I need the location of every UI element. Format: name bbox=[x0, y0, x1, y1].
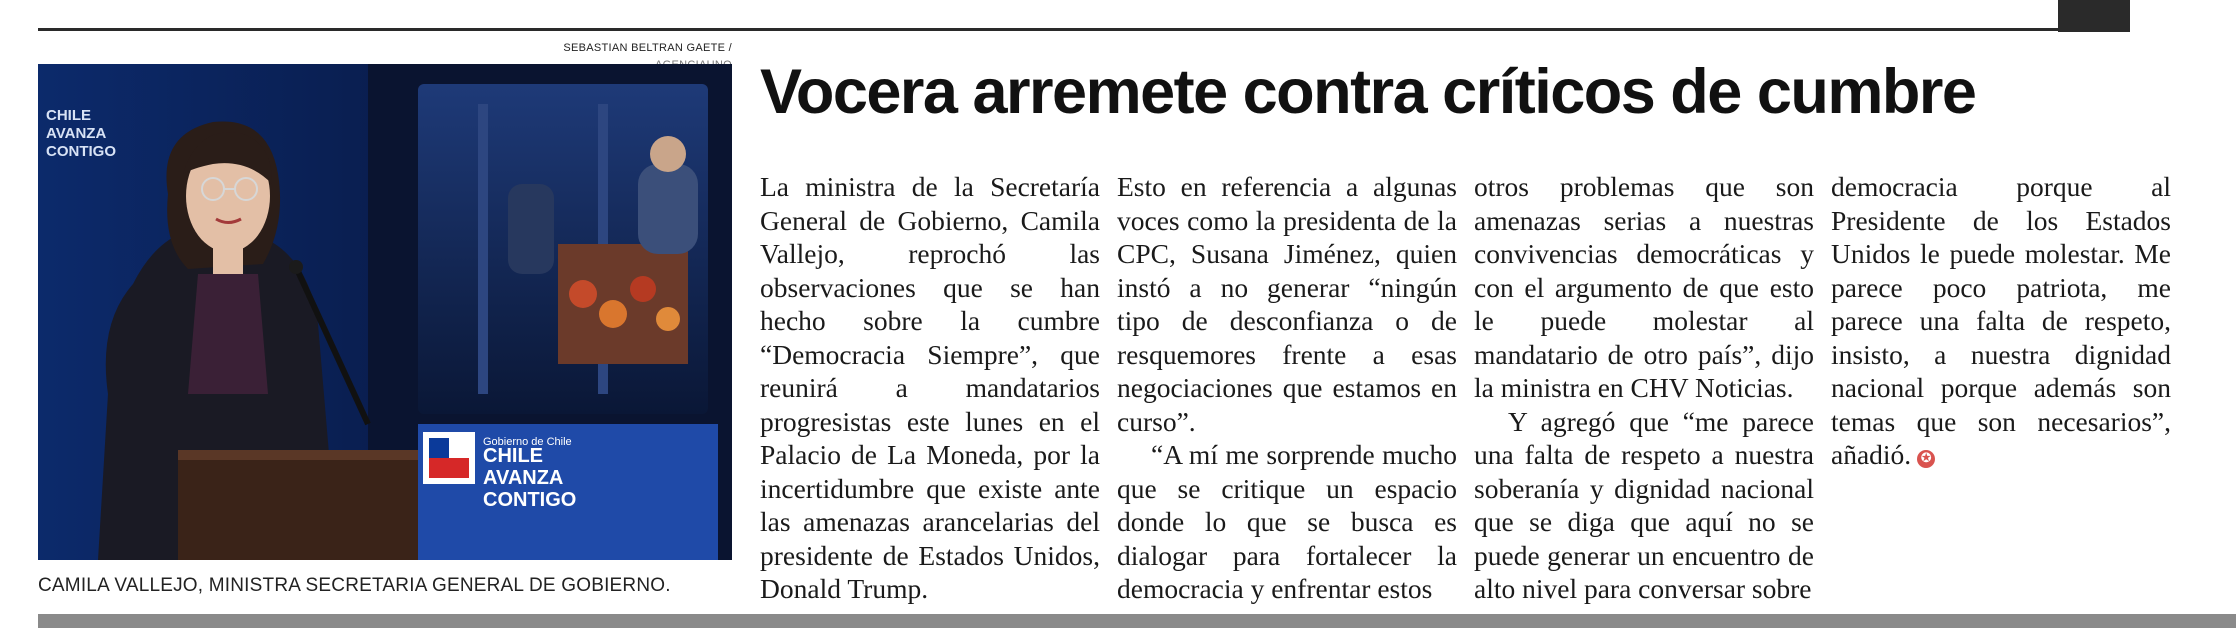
top-rule bbox=[38, 28, 2060, 31]
photo-caption: CAMILA VALLEJO, MINISTRA SECRETARIA GENERAL DE GOBIERNO. bbox=[38, 575, 671, 596]
backdrop-text-line-2: AVANZA bbox=[46, 125, 107, 142]
podium-emblem-text: Gobierno de Chile bbox=[483, 436, 572, 448]
article-paragraph: Esto en referencia a algunas voces como la presidenta de la CPC, Susana Jiménez, quien instó a no generar “ningún tipo de desconfianza o de resquemores frente a esas negociaciones que estamos en curso”. bbox=[1117, 171, 1457, 437]
article-column-3 bbox=[1474, 170, 1814, 606]
backdrop-text-line-1: CHILE bbox=[46, 107, 91, 124]
end-of-article-icon: ✪ bbox=[1917, 450, 1935, 468]
podium-text-line-1: CHILE bbox=[483, 445, 543, 467]
article-column-2 bbox=[1117, 170, 1457, 606]
podium-text-line-2: AVANZA bbox=[483, 467, 564, 489]
article-column-4 bbox=[1831, 170, 2171, 472]
photo-credit-photographer: SEBASTIAN BELTRAN GAETE / bbox=[563, 42, 732, 54]
article-column-1 bbox=[760, 170, 1100, 606]
photo-illustration bbox=[38, 64, 732, 560]
article-paragraph: Y agregó que “me parece una falta de respeto a nuestra soberanía y dignidad nacional que se diga que aquí no se puede generar un encuentro de alto nivel para conversar sobre bbox=[1474, 405, 1814, 604]
article-paragraph: democracia porque al Presidente de los Estados Unidos le puede molestar. Me parece poco patriota, me parece una falta de respeto, insisto, a nuestra dignidad nacional porque además son temas que son necesarios”, añadió. ✪ bbox=[1831, 171, 2171, 470]
article-paragraph: “A mí me sorprende mucho que se critique un espacio donde lo que se busca es dialogar para fortalecer la democracia y enfrentar estos bbox=[1117, 439, 1457, 604]
article-paragraph: otros problemas que son amenazas serias a nuestras convivencias democráticas y con el argumento de que esto le puede molestar al mandatario de otro país”, dijo la ministra en CHV Noticias. bbox=[1474, 171, 1814, 403]
podium-text-line-3: CONTIGO bbox=[483, 489, 577, 511]
bottom-rule bbox=[38, 614, 2236, 628]
headline: Vocera arremete contra críticos de cumbre bbox=[760, 57, 1976, 127]
backdrop-text-line-3: CONTIGO bbox=[46, 143, 116, 160]
article-photo bbox=[38, 64, 732, 560]
section-tab bbox=[2058, 0, 2130, 32]
article-paragraph: La ministra de la Secretaría General de Gobierno, Camila Vallejo, reprochó las observaciones que se han hecho sobre la cumbre “Democracia Siempre”, que reunirá a mandatarios progresistas este lunes en el Palacio de La Moneda, por la incertidumbre que existe ante las amenazas arancelarias del presidente de Estados Unidos, Donald Trump. bbox=[760, 171, 1100, 604]
